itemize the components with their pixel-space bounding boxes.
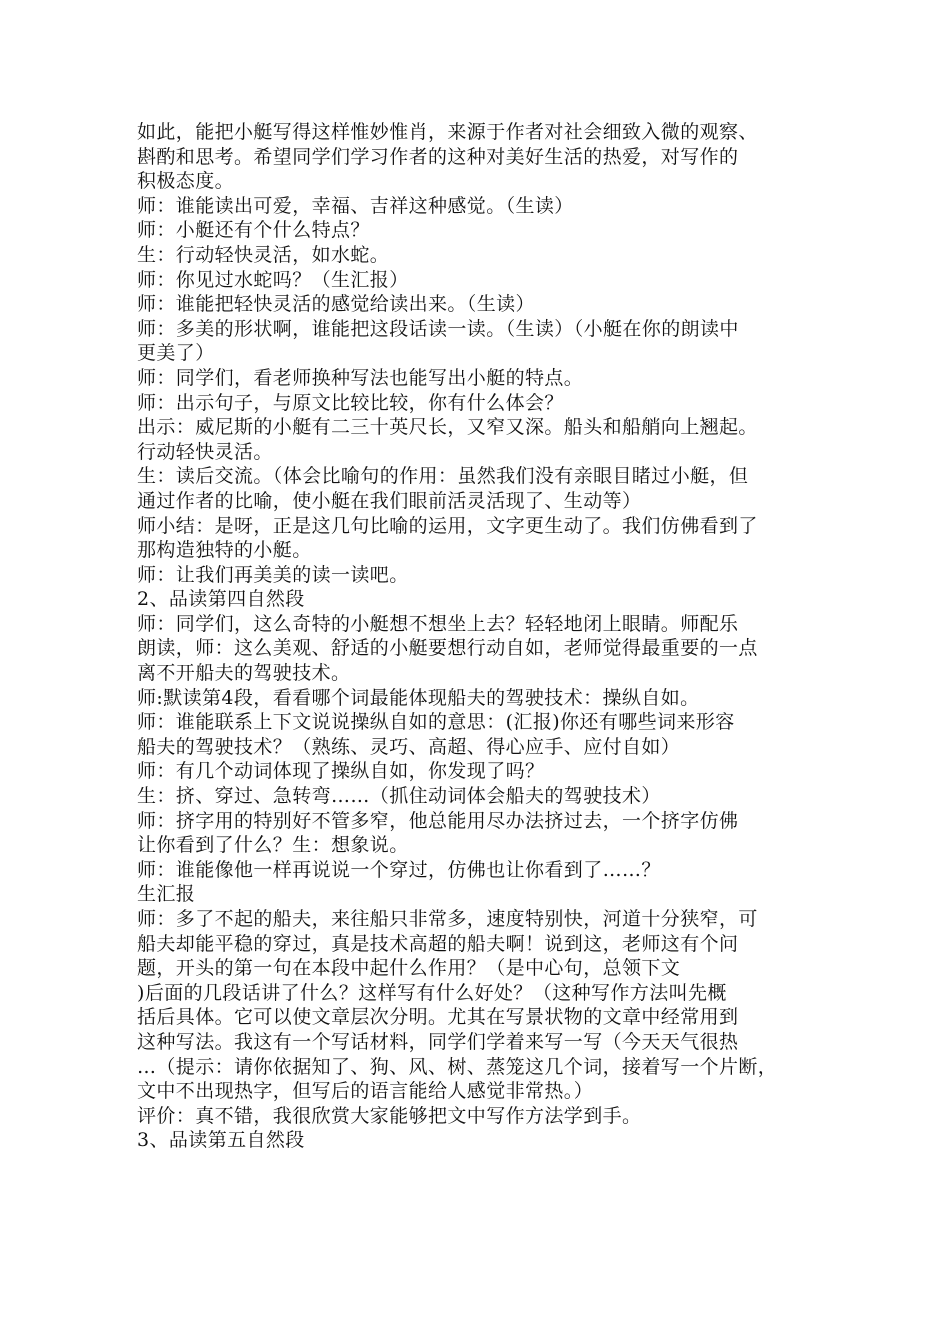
text-line: 文中不出现热字，但写后的语言能给人感觉非常热。）	[137, 1080, 594, 1103]
text-line: 出示：威尼斯的小艇有二三十英尺长，又窄又深。船头和船艄向上翘起。	[137, 416, 758, 439]
text-line: 题，开头的第一句在本段中起什么作用？（是中心句，总领下文	[137, 957, 681, 980]
text-line: 更美了）	[137, 342, 215, 365]
text-line: 师：多了不起的船夫，来往船只非常多，速度特别快，河道十分狭窄，可	[137, 908, 758, 930]
text-line: 师：让我们再美美的读一读吧。	[137, 563, 409, 586]
text-line: 评价：真不错，我很欣赏大家能够把文中写作方法学到手。	[137, 1104, 642, 1127]
text-line: 朗读，师：这么美观、舒适的小艇要想行动自如，老师觉得最重要的一点	[137, 637, 758, 660]
text-line: 师：出示句子，与原文比较比较，你有什么体会？	[137, 391, 564, 414]
text-line: 让你看到了什么？生：想象说。	[137, 834, 409, 857]
text-line: 师:默读第4段，看看哪个词最能体现船夫的驾驶技术：操纵自如。	[137, 686, 700, 709]
text-line: 师：同学们，看老师换种写法也能写出小艇的特点。	[137, 366, 584, 389]
text-line: 师：谁能像他一样再说说一个穿过，仿佛也让你看到了……？	[137, 858, 661, 881]
text-line: 师：多美的形状啊，谁能把这段话读一读。（生读）（小艇在你的朗读中	[137, 317, 739, 340]
section-heading: 2、品读第四自然段	[137, 588, 305, 611]
text-line: 师：挤字用的特别好不管多窄，他总能用尽办法挤过去，一个挤字仿佛	[137, 809, 739, 832]
text-line: …（提示：请你依据知了、狗、风、树、蒸笼这几个词，接着写一个片断，	[137, 1055, 778, 1078]
text-line: 离不开船夫的驾驶技术。	[137, 662, 351, 685]
text-line: 师：谁能联系上下文说说操纵自如的意思：(汇报)你还有哪些词来形容	[137, 711, 735, 734]
text-line: 积极态度。	[137, 170, 235, 193]
text-line: )后面的几段话讲了什么？这样写有什么好处？（这种写作方法叫先概	[137, 981, 727, 1004]
text-line: 师：小艇还有个什么特点？	[137, 219, 370, 242]
text-line: 括后具体。它可以使文章层次分明。尤其在写景状物的文章中经常用到	[137, 1006, 739, 1029]
text-line: 师：你见过水蛇吗？（生汇报）	[137, 268, 409, 291]
text-line: 斟酌和思考。希望同学们学习作者的这种对美好生活的热爱，对写作的	[137, 145, 739, 168]
text-line: 生：读后交流。（体会比喻句的作用：虽然我们没有亲眼目睹过小艇，但	[137, 465, 749, 488]
text-line: 师：有几个动词体现了操纵自如，你发现了吗？	[137, 760, 545, 783]
document-body	[137, 120, 817, 1153]
text-line: 船夫的驾驶技术？（熟练、灵巧、高超、得心应手、应付自如）	[137, 735, 681, 758]
text-line: 师：谁能把轻快灵活的感觉给读出来。（生读）	[137, 293, 535, 316]
text-line: 生汇报	[137, 883, 196, 906]
text-line: 师：谁能读出可爱，幸福、吉祥这种感觉。（生读）	[137, 194, 574, 217]
text-line: 行动轻快灵活。	[137, 440, 273, 463]
text-line: 船夫却能平稳的穿过，真是技术高超的船夫啊！说到这，老师这有个问	[137, 932, 739, 955]
text-line: 那构造独特的小艇。	[137, 539, 312, 562]
text-line: 如此，能把小艇写得这样惟妙惟肖，来源于作者对社会细致入微的观察、	[137, 121, 758, 143]
text-line: 生：挤、穿过、急转弯……（抓住动词体会船夫的驾驶技术）	[137, 785, 661, 808]
text-line: 生：行动轻快灵活，如水蛇。	[137, 243, 390, 266]
section-heading: 3、品读第五自然段	[137, 1129, 305, 1152]
text-line: 师小结：是呀，正是这几句比喻的运用，文字更生动了。我们仿佛看到了	[137, 514, 758, 537]
text-line: 这种写法。我这有一个写话材料，同学们学着来写一写（今天天气很热	[137, 1030, 739, 1053]
text-line: 通过作者的比喻，使小艇在我们眼前活灵活现了、生动等）	[137, 489, 642, 512]
text-line: 师：同学们，这么奇特的小艇想不想坐上去？轻轻地闭上眼睛。师配乐	[137, 612, 739, 635]
